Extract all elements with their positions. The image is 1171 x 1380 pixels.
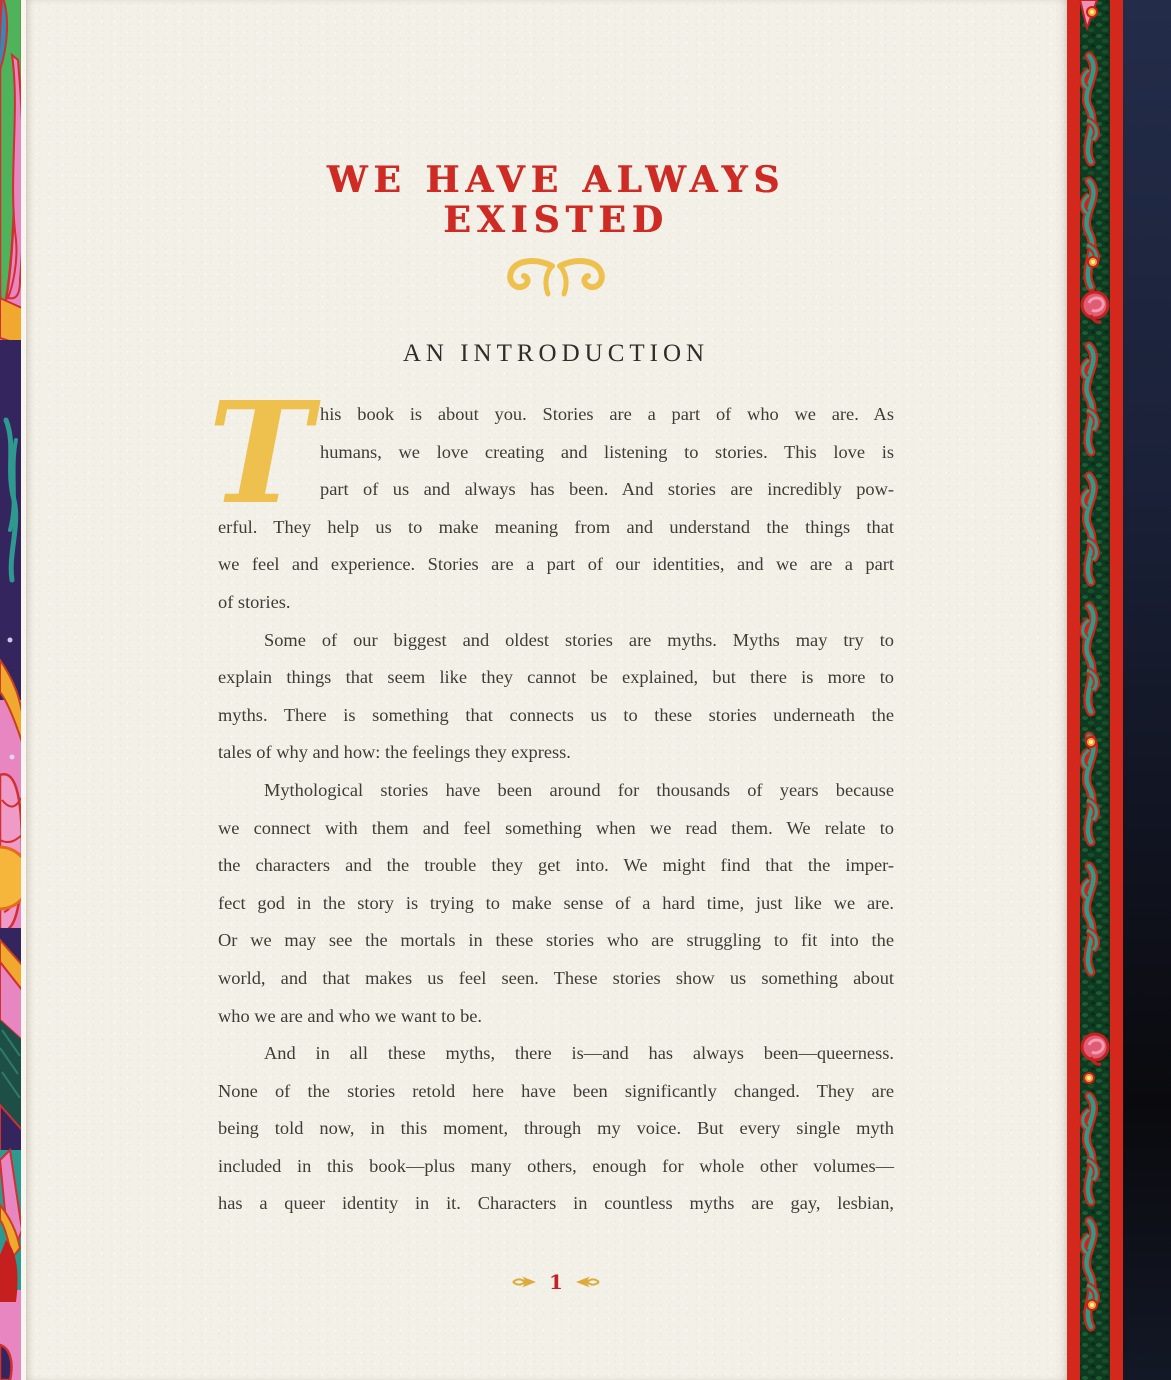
page-content	[208, 0, 894, 1223]
body-line: tales of why and how: the feelings they express.	[218, 742, 571, 763]
body-line: the characters and the trouble they get into. We might find that the imper-	[218, 855, 894, 876]
body-line: And in all these myths, there is—and has always been—queerness.	[264, 1043, 894, 1064]
body-line: we feel and experience. Stories are a part of our identities, and we are a part	[218, 554, 894, 575]
title-flourish-icon	[496, 256, 616, 298]
page-number: 1	[549, 1270, 563, 1294]
body-line: erful. They help us to make meaning from and understand the things that	[218, 516, 894, 537]
page-footer	[218, 1270, 894, 1294]
page-title: WE HAVE ALWAYS EXISTED	[326, 159, 786, 241]
body-line: Mythological stories have been around for thousands of years because	[264, 779, 894, 800]
body-line: humans, we love creating and listening to stories. This love is	[320, 441, 894, 462]
left-page-artwork	[0, 0, 26, 1380]
body-line: Or we may see the mortals in these stories who are struggling to fit into the	[218, 930, 894, 951]
drop-cap: T	[208, 372, 313, 536]
body-line: explain things that seem like they cannot be explained, but there is more to	[218, 667, 894, 688]
right-border-artwork	[1067, 0, 1171, 1380]
body-line: of stories.	[218, 591, 291, 612]
body-line: being told now, in this moment, through my voice. But every single myth	[218, 1118, 894, 1139]
body-line: fect god in the story is trying to make sense of a hard time, just like we are.	[218, 892, 894, 913]
folio-arrow-right-icon	[574, 1275, 600, 1289]
body-line: who we are and who we want to be.	[218, 1005, 483, 1026]
body-line: included in this book—plus many others, enough for whole other volumes—	[218, 1155, 894, 1176]
paragraph-4	[218, 1035, 894, 1223]
paper-page	[26, 0, 1067, 1380]
body-line: Some of our biggest and oldest stories are myths. Myths may try to	[264, 629, 894, 650]
section-subtitle: AN INTRODUCTION	[402, 340, 710, 367]
body-line: None of the stories retold here have been significantly changed. They are	[218, 1080, 894, 1101]
body-line: part of us and always has been. And stories are incredibly pow-	[320, 479, 894, 500]
paragraph-3	[218, 772, 894, 1035]
folio-arrow-left-icon	[512, 1275, 538, 1289]
body-line: his book is about you. Stories are a part of who we are. As	[320, 404, 894, 424]
body-line: has a queer identity in it. Characters in countless myths are gay, lesbian,	[218, 1193, 894, 1214]
paragraph-2	[218, 622, 894, 772]
body-text	[208, 372, 894, 1223]
body-line: myths. There is something that connects us to these stories underneath the	[218, 704, 894, 725]
paragraph-1	[208, 372, 894, 622]
body-line: we connect with them and feel something when we read them. We relate to	[218, 817, 894, 838]
body-line: world, and that makes us feel seen. These stories show us something about	[218, 967, 894, 988]
